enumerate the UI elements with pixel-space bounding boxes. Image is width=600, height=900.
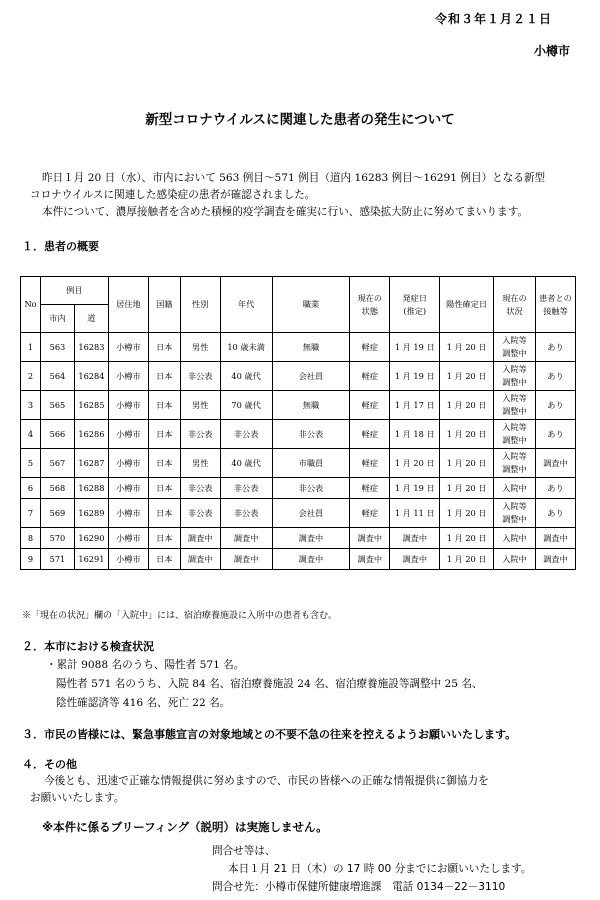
cell-condition: 調査中 <box>350 528 390 549</box>
cell-sex: 非公表 <box>180 420 220 449</box>
cell-pref-case: 16285 <box>74 391 108 420</box>
cell-sex: 調査中 <box>180 549 220 570</box>
header-condition: 現在の 状態 <box>350 277 390 333</box>
cell-onset: 1 月 18 日 <box>390 420 440 449</box>
cell-sex: 非公表 <box>180 478 220 499</box>
cell-contact: あり <box>535 333 575 362</box>
table-row <box>21 362 576 391</box>
table-row <box>21 420 576 449</box>
inquiry-heading: 問合せ等は、 <box>212 845 276 857</box>
testing-breakdown-1: 陽性者 571 名のうち、入院 84 名、宿泊療養施設 24 名、宿泊療養施設等調整中 25 名、 <box>56 678 483 690</box>
cell-nationality: 日本 <box>148 333 180 362</box>
cell-residence: 小樽市 <box>108 333 148 362</box>
cell-condition: 軽症 <box>350 420 390 449</box>
cell-status: 入院中 <box>494 528 536 549</box>
cell-city-case: 563 <box>40 333 74 362</box>
cell-contact: 調査中 <box>535 449 575 478</box>
cell-no: 4 <box>21 420 41 449</box>
cell-pref-case: 16290 <box>74 528 108 549</box>
inquiry-contact: 問合せ先：小樽市保健所健康増進課 電話 0134－22－3110 <box>212 881 506 893</box>
table-row <box>21 391 576 420</box>
cell-status: 入院中 <box>494 549 536 570</box>
cell-confirmed: 1 月 20 日 <box>440 528 494 549</box>
header-confirmed: 陽性確定日 <box>440 277 494 333</box>
cell-age: 調査中 <box>220 549 272 570</box>
cell-condition: 軽症 <box>350 391 390 420</box>
cell-no: 1 <box>21 333 41 362</box>
cell-occupation: 非公表 <box>272 478 350 499</box>
header-city: 市内 <box>40 305 74 333</box>
cell-pref-case: 16291 <box>74 549 108 570</box>
cell-no: 7 <box>21 499 41 528</box>
table-header-row <box>21 277 576 305</box>
table-row <box>21 478 576 499</box>
cell-confirmed: 1 月 20 日 <box>440 499 494 528</box>
header-status: 現在の 状況 <box>494 277 536 333</box>
cell-city-case: 571 <box>40 549 74 570</box>
cell-nationality: 日本 <box>148 391 180 420</box>
intro-line-3: 本件について、濃厚接触者を含めた積極的疫学調査を確実に行い、感染拡大防止に努めてまいります。 <box>42 206 529 218</box>
cell-age: 40 歳代 <box>220 449 272 478</box>
cell-nationality: 日本 <box>148 449 180 478</box>
cell-nationality: 日本 <box>148 420 180 449</box>
cell-contact: 調査中 <box>535 549 575 570</box>
testing-breakdown-2: 陰性確認済等 416 名、死亡 22 名。 <box>56 697 231 709</box>
cell-onset: 1 月 19 日 <box>390 333 440 362</box>
cell-nationality: 日本 <box>148 549 180 570</box>
cell-contact: 調査中 <box>535 528 575 549</box>
section-3-heading: ３．市民の皆様には、緊急事態宣言の対象地域との不要不急の往来を控えるようお願いいたします。 <box>22 728 517 741</box>
header-no: No <box>21 277 41 333</box>
cell-city-case: 565 <box>40 391 74 420</box>
cell-no: 8 <box>21 528 41 549</box>
cell-status: 入院等 調整中 <box>494 333 536 362</box>
document-date: 令和３年１月２１日 <box>434 12 552 26</box>
cell-condition: 調査中 <box>350 549 390 570</box>
cell-age: 70 歳代 <box>220 391 272 420</box>
cell-age: 非公表 <box>220 499 272 528</box>
cell-pref-case: 16284 <box>74 362 108 391</box>
section-2-heading: ２．本市における検査状況 <box>22 640 154 653</box>
cell-occupation: 会社員 <box>272 362 350 391</box>
cell-sex: 男性 <box>180 333 220 362</box>
header-pref: 道 <box>74 305 108 333</box>
cell-sex: 男性 <box>180 449 220 478</box>
cell-residence: 小樽市 <box>108 499 148 528</box>
cell-contact: あり <box>535 499 575 528</box>
cell-status: 入院等 調整中 <box>494 420 536 449</box>
cell-no: 9 <box>21 549 41 570</box>
cell-onset: 調査中 <box>390 528 440 549</box>
cell-residence: 小樽市 <box>108 528 148 549</box>
cell-condition: 軽症 <box>350 499 390 528</box>
cell-confirmed: 1 月 20 日 <box>440 420 494 449</box>
header-nationality: 国籍 <box>148 277 180 333</box>
cell-condition: 軽症 <box>350 333 390 362</box>
cell-occupation: 無職 <box>272 391 350 420</box>
cell-condition: 軽症 <box>350 449 390 478</box>
cell-contact: あり <box>535 362 575 391</box>
cell-pref-case: 16289 <box>74 499 108 528</box>
cell-pref-case: 16287 <box>74 449 108 478</box>
cell-age: 10 歳未満 <box>220 333 272 362</box>
cell-contact: あり <box>535 478 575 499</box>
inquiry-deadline: 本日１月 21 日（木）の 17 時 00 分までにお願いいたします。 <box>228 863 532 875</box>
briefing-notice: ※本件に係るブリーフィング（説明）は実施しません。 <box>42 820 328 834</box>
cell-nationality: 日本 <box>148 528 180 549</box>
cell-occupation: 非公表 <box>272 420 350 449</box>
section-4-heading: ４．その他 <box>22 758 77 771</box>
cell-sex: 調査中 <box>180 528 220 549</box>
cell-sex: 非公表 <box>180 362 220 391</box>
cell-pref-case: 16288 <box>74 478 108 499</box>
cell-status: 入院等 調整中 <box>494 499 536 528</box>
cell-onset: 1 月 20 日 <box>390 449 440 478</box>
cell-residence: 小樽市 <box>108 449 148 478</box>
table-row <box>21 549 576 570</box>
cell-city-case: 566 <box>40 420 74 449</box>
cell-residence: 小樽市 <box>108 420 148 449</box>
cell-occupation: 調査中 <box>272 549 350 570</box>
cell-residence: 小樽市 <box>108 478 148 499</box>
cell-occupation: 無職 <box>272 333 350 362</box>
other-line-2: お願いいたします。 <box>30 792 125 804</box>
cell-no: 5 <box>21 449 41 478</box>
cell-occupation: 調査中 <box>272 528 350 549</box>
cell-residence: 小樽市 <box>108 549 148 570</box>
header-contact: 患者との 接触等 <box>535 277 575 333</box>
header-onset: 発症日 (推定) <box>390 277 440 333</box>
cell-contact: あり <box>535 420 575 449</box>
cell-no: 6 <box>21 478 41 499</box>
other-line-1: 今後とも、迅速で正確な情報提供に努めますので、市民の皆様への正確な情報提供に御協力を <box>44 775 489 787</box>
cell-onset: 1 月 17 日 <box>390 391 440 420</box>
table-row <box>21 449 576 478</box>
cell-city-case: 569 <box>40 499 74 528</box>
document-title: 新型コロナウイルスに関連した患者の発生について <box>145 112 455 128</box>
cell-no: 2 <box>21 362 41 391</box>
cell-confirmed: 1 月 20 日 <box>440 391 494 420</box>
cell-condition: 軽症 <box>350 478 390 499</box>
cell-sex: 非公表 <box>180 499 220 528</box>
cell-nationality: 日本 <box>148 478 180 499</box>
header-sex: 性別 <box>180 277 220 333</box>
table-row <box>21 499 576 528</box>
cell-status: 入院等 調整中 <box>494 391 536 420</box>
intro-line-2: コロナウイルスに関連した感染症の患者が確認されました。 <box>30 189 316 201</box>
cell-city-case: 564 <box>40 362 74 391</box>
cell-confirmed: 1 月 20 日 <box>440 449 494 478</box>
cell-age: 調査中 <box>220 528 272 549</box>
cell-age: 非公表 <box>220 420 272 449</box>
cell-residence: 小樽市 <box>108 362 148 391</box>
section-1-heading: １．患者の概要 <box>22 240 99 253</box>
table-row <box>21 528 576 549</box>
table-row <box>21 333 576 362</box>
cell-condition: 軽症 <box>350 362 390 391</box>
cell-status: 入院等 調整中 <box>494 362 536 391</box>
intro-line-1: 昨日１月 20 日（水）、市内において 563 例目～571 例目（道内 16283 例目～16291 例目）となる新型 <box>42 172 546 184</box>
cell-pref-case: 16286 <box>74 420 108 449</box>
cell-onset: 調査中 <box>390 549 440 570</box>
cell-status: 入院中 <box>494 478 536 499</box>
cell-occupation: 市職員 <box>272 449 350 478</box>
patient-table <box>20 276 576 570</box>
cell-onset: 1 月 11 日 <box>390 499 440 528</box>
header-case: 例目 <box>40 277 108 305</box>
cell-city-case: 568 <box>40 478 74 499</box>
header-occupation: 職業 <box>272 277 350 333</box>
cell-confirmed: 1 月 20 日 <box>440 362 494 391</box>
cell-residence: 小樽市 <box>108 391 148 420</box>
cell-city-case: 567 <box>40 449 74 478</box>
cell-sex: 男性 <box>180 391 220 420</box>
cell-contact: あり <box>535 391 575 420</box>
cell-age: 非公表 <box>220 478 272 499</box>
testing-total: ・累計 9088 名のうち、陽性者 571 名。 <box>46 659 245 671</box>
cell-nationality: 日本 <box>148 362 180 391</box>
header-residence: 居住地 <box>108 277 148 333</box>
cell-age: 40 歳代 <box>220 362 272 391</box>
cell-onset: 1 月 19 日 <box>390 478 440 499</box>
issuing-organization: 小樽市 <box>533 44 570 58</box>
cell-pref-case: 16283 <box>74 333 108 362</box>
cell-confirmed: 1 月 20 日 <box>440 478 494 499</box>
cell-no: 3 <box>21 391 41 420</box>
cell-occupation: 会社員 <box>272 499 350 528</box>
cell-status: 入院等 調整中 <box>494 449 536 478</box>
header-age: 年代 <box>220 277 272 333</box>
cell-city-case: 570 <box>40 528 74 549</box>
cell-confirmed: 1 月 20 日 <box>440 333 494 362</box>
cell-nationality: 日本 <box>148 499 180 528</box>
table-note: ※「現在の状況」欄の「入院中」には、宿泊療養施設に入所中の患者も含む。 <box>22 611 338 621</box>
cell-confirmed: 1 月 20 日 <box>440 549 494 570</box>
cell-onset: 1 月 19 日 <box>390 362 440 391</box>
